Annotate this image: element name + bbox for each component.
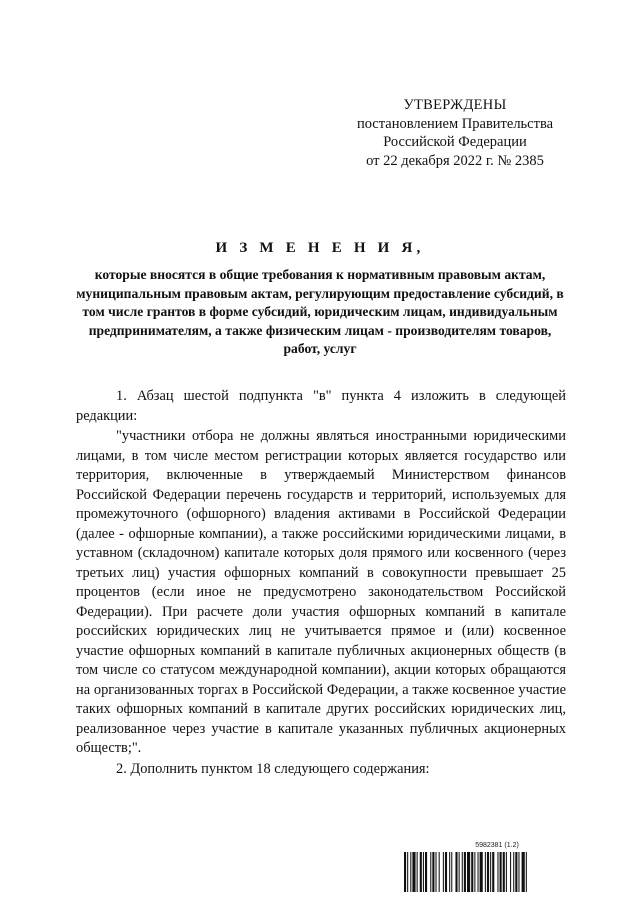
barcode-bar — [445, 852, 447, 892]
barcode-bar — [497, 852, 498, 892]
barcode-bar — [425, 852, 427, 892]
barcode-bar — [474, 852, 475, 892]
barcode-bar — [417, 852, 418, 892]
approval-line-1: постановлением Правительства — [356, 115, 554, 132]
barcode-bar — [423, 852, 424, 892]
barcode-icon — [404, 852, 590, 892]
paragraph-1: 1. Абзац шестой подпункта "в" пункта 4 изложить в следующей редакции: — [76, 388, 566, 424]
barcode-bar — [478, 852, 479, 892]
barcode-bar — [518, 852, 519, 892]
barcode-bar — [430, 852, 431, 892]
barcode-bar — [439, 852, 440, 892]
document-body — [76, 387, 566, 779]
barcode-bar — [462, 852, 463, 892]
barcode-bar — [455, 852, 457, 892]
document-title: И З М Е Н Е Н И Я, — [215, 240, 425, 256]
barcode-bar — [449, 852, 450, 892]
barcode-bar — [436, 852, 437, 892]
barcode-bar — [485, 852, 486, 892]
paragraph-2: "участники отбора не должны являться иностранными юридическими лицами, в том числе местом регистрации которых является государство или территория, включенные в утверждаемый Министерством финансов Российской Федерации перечень государств и территорий, используемых для промежуточного (офшорного) владения активами в Российской Федерации (далее - офшорные компании), а также российскими юридическими лицами, в уставном (складочном) капитале которых доля прямого или косвенного (через третьих лиц) участия офшорных компаний в совокупности превышает 25 процентов (если иное не предусмотрено законодательством Российской Федерации). При расчете доли участия офшорных компаний в капитале российских юридических лиц не учитывается прямое и (или) косвенное участие офшорных компаний в капитале публичных акционерных обществ (в том числе со статусом международной компании), акции которых обращаются на организованных торгах в Российской Федерации, а также косвенное участие таких офшорных компаний в капитале других российских юридических лиц, реализованное через участие в капитале указанных публичных акционерных обществ;". — [76, 428, 566, 756]
barcode-bar — [490, 852, 491, 892]
barcode-bar — [513, 852, 514, 892]
barcode-bar — [506, 852, 507, 892]
barcode-bar — [510, 852, 511, 892]
barcode-bar — [503, 852, 505, 892]
barcode-bar — [420, 852, 422, 892]
barcode-bar — [471, 852, 473, 892]
approval-line-2: Российской Федерации — [383, 134, 527, 150]
barcode — [404, 842, 590, 894]
approval-stamp — [340, 96, 570, 170]
barcode-bar — [526, 852, 527, 892]
barcode-bar — [492, 852, 494, 892]
barcode-bar — [522, 852, 525, 892]
document-subtitle: которые вносятся в общие требования к нормативным правовым актам, муниципальным правовым актам, регулирующим предоставление субсидий, в том числе грантов в форме субсидий, юридическим лицам, индивидуальным предпринимателям, а также физическим лицам - производителям товаров, работ, услуг — [76, 267, 564, 357]
approval-heading: УТВЕРЖДЕНЫ — [403, 97, 507, 113]
barcode-bar — [515, 852, 517, 892]
barcode-bar — [459, 852, 460, 892]
barcode-bar — [500, 852, 502, 892]
barcode-bar — [480, 852, 483, 892]
barcode-bar — [404, 852, 406, 892]
barcode-label: 5982381 (1.2) — [475, 842, 519, 849]
barcode-bar — [432, 852, 434, 892]
approval-line-3: от 22 декабря 2022 г. № 2385 — [366, 152, 544, 169]
barcode-bar — [464, 852, 466, 892]
barcode-bar — [451, 852, 452, 892]
barcode-bar — [412, 852, 415, 892]
barcode-bar — [410, 852, 411, 892]
barcode-bar — [407, 852, 408, 892]
barcode-bar — [443, 852, 444, 892]
barcode-bar — [487, 852, 489, 892]
paragraph-3: 2. Дополнить пунктом 18 следующего содержания: — [116, 760, 430, 777]
barcode-bar — [467, 852, 470, 892]
